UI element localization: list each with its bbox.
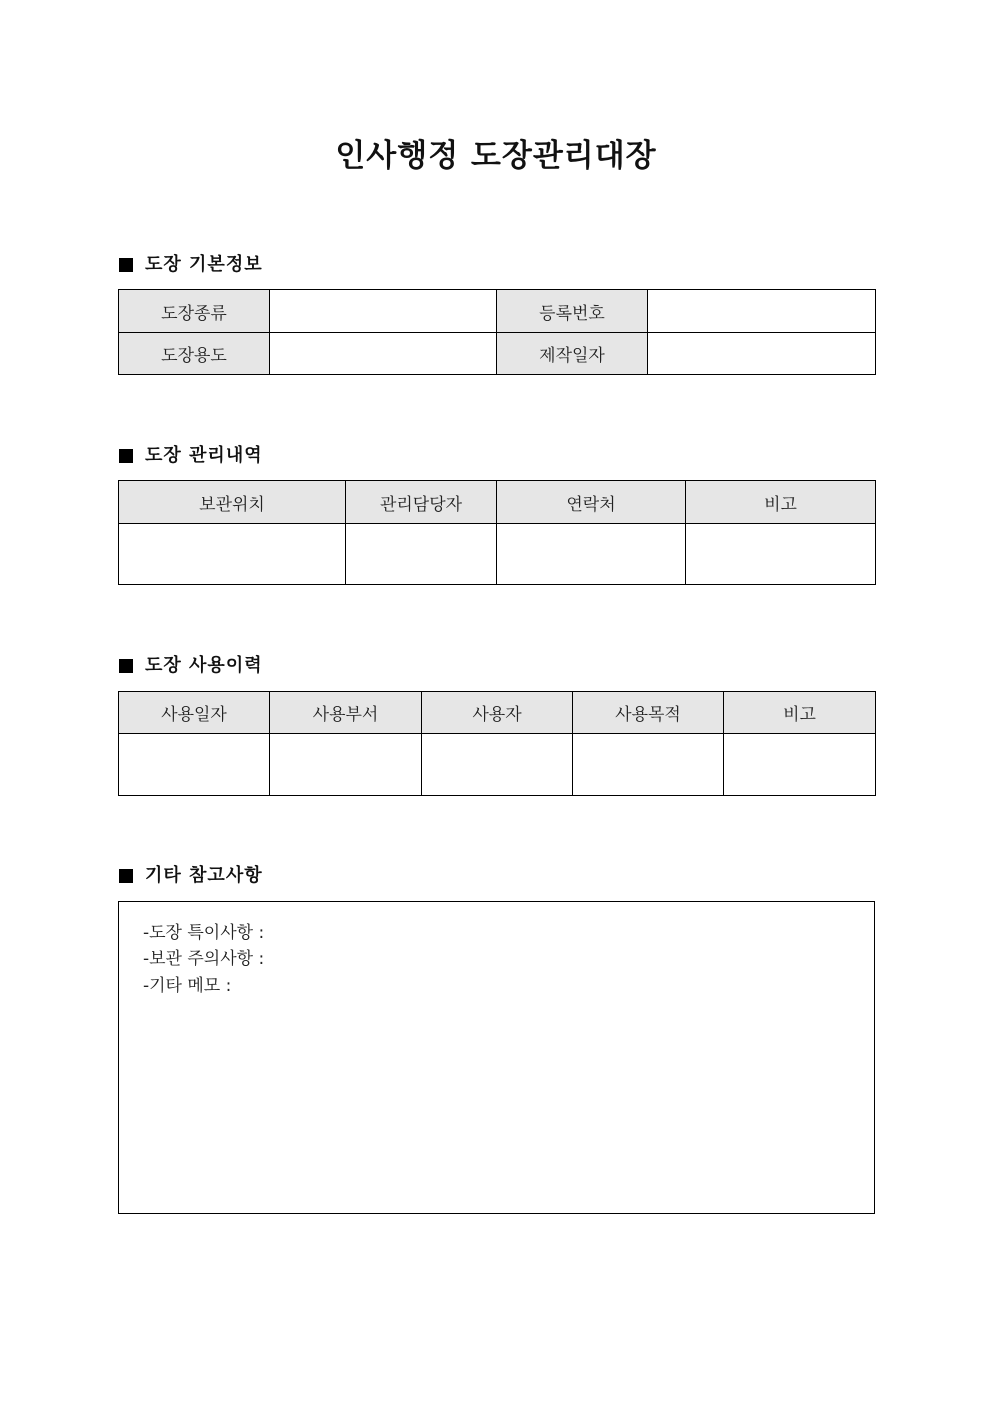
department-cell[interactable] [270,734,422,796]
column-header-user: 사용자 [422,692,573,734]
section-heading-label: 기타 참고사항 [145,865,263,886]
remarks-cell[interactable] [686,524,876,585]
column-header-remarks: 비고 [724,692,876,734]
production-date-label: 제작일자 [497,333,648,375]
notes-box[interactable] [118,901,875,1214]
registration-number-label: 등록번호 [497,290,648,333]
basic-info-table [118,289,876,375]
contact-cell[interactable] [497,524,686,585]
table-row [119,734,876,796]
section-heading-label: 도장 사용이력 [145,655,263,676]
square-bullet-icon [119,659,133,673]
square-bullet-icon [119,258,133,272]
table-row [119,333,876,375]
seal-type-field[interactable] [270,290,497,333]
section-heading-notes [119,864,263,888]
note-special-remarks: -도장 특이사항 : [143,923,265,943]
section-heading-usage-history [119,654,263,678]
note-other-memo: -기타 메모 : [143,976,232,996]
storage-location-cell[interactable] [119,524,346,585]
column-header-remarks: 비고 [686,481,876,524]
table-header-row [119,692,876,734]
column-header-usage-date: 사용일자 [119,692,270,734]
column-header-purpose: 사용목적 [573,692,724,734]
note-storage-caution: -보관 주의사항 : [143,949,265,969]
seal-purpose-field[interactable] [270,333,497,375]
section-heading-basic-info [119,253,263,277]
seal-purpose-label: 도장용도 [119,333,270,375]
section-heading-label: 도장 관리내역 [145,445,263,466]
page-title: 인사행정 도장관리대장 [335,138,657,174]
section-heading-management [119,444,263,468]
column-header-contact: 연락처 [497,481,686,524]
remarks-cell[interactable] [724,734,876,796]
management-table [118,480,876,585]
usage-date-cell[interactable] [119,734,270,796]
column-header-storage-location: 보관위치 [119,481,346,524]
usage-history-table [118,691,876,796]
section-heading-label: 도장 기본정보 [145,254,263,275]
user-cell[interactable] [422,734,573,796]
seal-type-label: 도장종류 [119,290,270,333]
column-header-department: 사용부서 [270,692,422,734]
manager-cell[interactable] [346,524,497,585]
table-header-row [119,481,876,524]
square-bullet-icon [119,869,133,883]
table-row [119,290,876,333]
column-header-manager: 관리담당자 [346,481,497,524]
table-row [119,524,876,585]
registration-number-field[interactable] [648,290,876,333]
purpose-cell[interactable] [573,734,724,796]
production-date-field[interactable] [648,333,876,375]
square-bullet-icon [119,449,133,463]
